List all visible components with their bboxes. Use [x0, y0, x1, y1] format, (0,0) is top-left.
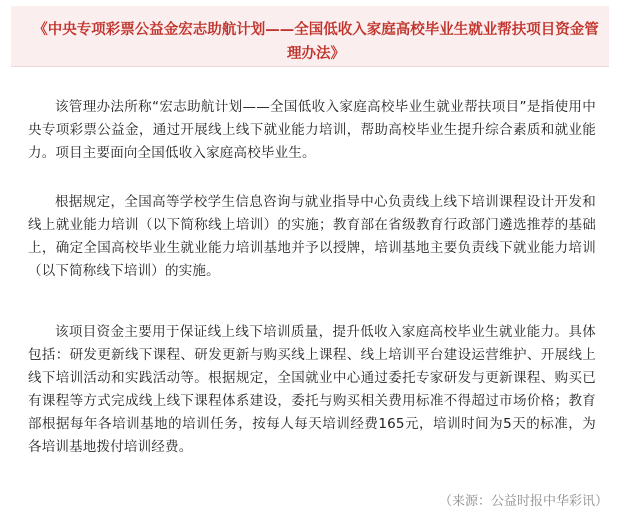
- source-credit: （来源：公益时报中华彩讯）: [438, 494, 608, 509]
- paragraph-2: 根据规定，全国高等学校学生信息咨询与就业指导中心负责线上线下培训课程设计开发和线上就业能力培训（以下简称线上培训）的实施；教育部在省级教育行政部门遴选推荐的基础上，确定全国高校毕业生就业能力培训基地并予以授牌，培训基地主要负责线下就业能力培训（以下简称线下培训）的实施。: [28, 194, 596, 279]
- paragraph-1: 该管理办法所称“宏志助航计划——全国低收入家庭高校毕业生就业帮扶项目”是指使用中央专项彩票公益金，通过开展线上线下就业能力培训，帮助高校毕业生提升综合素质和就业能力。项目主要面向全国低收入家庭高校毕业生。: [28, 99, 596, 161]
- title-banner: [11, 6, 609, 67]
- article-title: 《中央专项彩票公益金宏志助航计划——全国低收入家庭高校毕业生就业帮扶项目资金管理办法》: [33, 22, 599, 62]
- paragraph-3: 该项目资金主要用于保证线上线下培训质量，提升低收入家庭高校毕业生就业能力。具体包括：研发更新线下课程、研发更新与购买线上课程、线上培训平台建设运营维护、开展线上线下培训活动和实践活动等。根据规定，全国就业中心通过委托专家研发与更新课程、购买已有课程等方式完成线上线下课程体系建设，委托与购买相关费用标准不得超过市场价格；教育部根据每年各培训基地的培训任务，按每人每天培训经费165元，培训时间为5天的标准，为各培训基地拨付培训经费。: [28, 324, 596, 455]
